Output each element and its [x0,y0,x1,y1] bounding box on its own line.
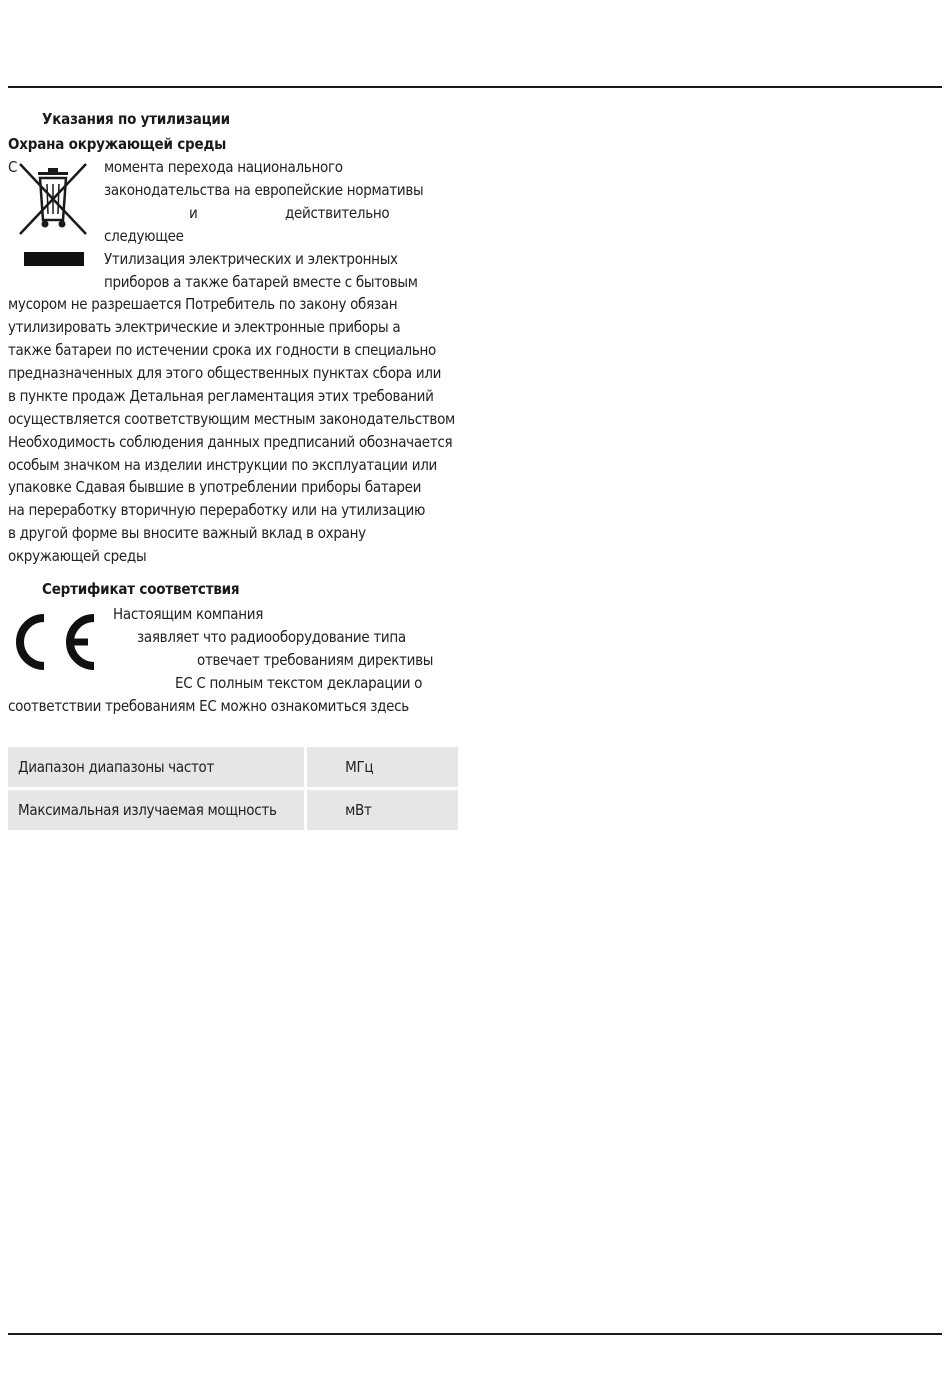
disposal-line: особым значком на изделии инструкции по эксплуатации или [8,456,438,474]
disposal-line: С [8,158,18,176]
spec-table [8,747,458,833]
disposal-line: Утилизация электрических и электронных [104,250,398,268]
environment-subheading: Охрана окружающей среды [8,135,227,153]
disposal-line: также батареи по истечении срока их годности в специально [8,341,436,359]
disposal-line: приборов а также батарей вместе с бытовым [104,273,418,291]
disposal-line: окружающей среды [8,547,147,565]
disposal-line: действительно [285,204,390,222]
spec-value: МГц [307,747,458,787]
disposal-line: законодательства на европейские нормативы [104,181,424,199]
conformity-line: ЕС С полным текстом декларации о [175,674,423,692]
disposal-line: упаковке Сдавая бывшие в употреблении приборы батареи [8,478,422,496]
disposal-line: мусором не разрешается Потребитель по закону обязан [8,295,398,313]
disposal-line: следующее [104,227,184,245]
table-row [8,747,458,787]
table-row [8,790,458,830]
ce-mark-icon [8,610,96,674]
disposal-line: на переработку вторичную переработку или на утилизацию [8,501,425,519]
disposal-line: в пункте продаж Детальная регламентация этих требований [8,387,434,405]
conformity-line: отвечает требованиям директивы [197,651,434,669]
header-rule [8,86,942,88]
crossed-out-wheelie-bin-icon [18,162,88,268]
disposal-line: осуществляется соответствующим местным законодательством [8,410,455,428]
disposal-line: в другой форме вы вносите важный вклад в охрану [8,524,366,542]
conformity-line: соответствии требованиям ЕС можно ознакомиться здесь [8,697,409,715]
disposal-heading: Указания по утилизации [42,110,230,128]
conformity-line: заявляет что радиооборудование типа [137,628,406,646]
spec-label: Максимальная излучаемая мощность [8,790,304,830]
disposal-line: утилизировать электрические и электронные приборы а [8,318,401,336]
disposal-line: предназначенных для этого общественных пунктах сбора или [8,364,442,382]
disposal-line: и [189,204,198,222]
footer-rule [8,1333,942,1335]
conformity-heading: Сертификат соответствия [42,580,240,598]
disposal-line: Необходимость соблюдения данных предписаний обозначается [8,433,453,451]
conformity-line: Настоящим компания [113,605,264,623]
spec-label: Диапазон диапазоны частот [8,747,304,787]
disposal-line: момента перехода национального [104,158,343,176]
spec-value: мВт [307,790,458,830]
